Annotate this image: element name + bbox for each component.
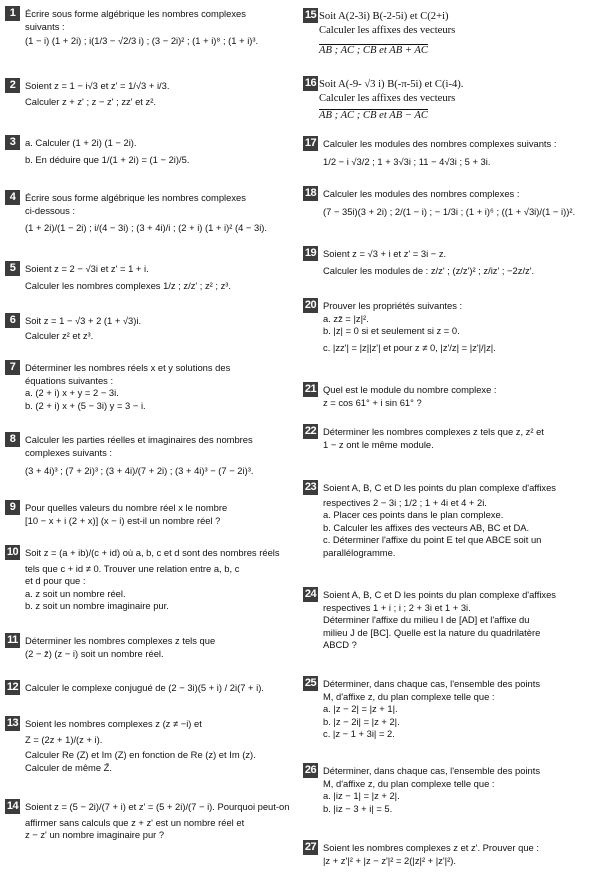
text-line: Calculer z + z' ; z − z' ; zz' et z². <box>25 95 156 107</box>
text-line: Pour quelles valeurs du nombre réel x le nombre <box>25 502 228 513</box>
exercise-number: 27 <box>304 841 317 853</box>
text-line: M, d'affixe z, du plan complexe telle que : <box>323 690 495 702</box>
text-line: c. |zz'| = |z||z'| et pour z ≠ 0, |z'/z| = |z'|/|z|. <box>323 341 496 353</box>
exercise-number: 16 <box>304 77 317 89</box>
text-line: milieu J de [BC]. Quelle est la nature du quadrilatère <box>323 626 541 638</box>
exercise-number: 15 <box>304 9 317 21</box>
text-line: b. |z| = 0 si et seulement si z = 0. <box>323 325 460 337</box>
exercise-number: 6 <box>5 313 20 328</box>
text-line: (2 − z̄) (z − i) soit un nombre réel. <box>25 647 164 659</box>
text-line: 1/2 − i √3/2 ; 1 + 3√3i ; 11 − 4√3i ; 5 + 3i. <box>323 155 491 167</box>
text-line: a. zz̄ = |z|². <box>323 312 369 324</box>
text-line: Prouver les propriétés suivantes : <box>323 300 463 311</box>
exercise-number: 17 <box>304 137 317 149</box>
text-line: Z = (2z + 1)/(z + i). <box>25 733 103 745</box>
text-line: a. (2 + i) x + y = 2 − 3i. <box>25 387 119 399</box>
exercise-number: 25 <box>304 677 317 689</box>
text-line: Déterminer les nombres réels x et y solutions des <box>25 362 231 373</box>
exercise-number: 21 <box>304 383 317 395</box>
text-line: Soient z = 1 − i√3 et z' = 1/√3 + i/3. <box>25 80 170 91</box>
text-line: [10 − x + i (2 + x)] (x − i) est-il un nombre réel ? <box>25 514 221 526</box>
text-line: c. |z − 1 + 3i| = 2. <box>323 728 395 740</box>
text-line: b. En déduire que 1/(1 + 2i) = (1 − 2i)/5. <box>25 153 190 165</box>
text-line: Calculer les parties réelles et imaginaires des nombres <box>25 434 253 445</box>
exercise-number: 26 <box>304 764 317 776</box>
exercise-number: 8 <box>5 432 20 447</box>
text-line: a. z soit un nombre réel. <box>25 587 126 599</box>
exercise-number: 18 <box>304 187 317 199</box>
exercise-number: 10 <box>6 546 19 558</box>
exercise-number: 9 <box>5 500 20 515</box>
text-line: (3 + 4i)³ ; (7 + 2i)³ ; (3 + 4i)/(7 + 2i) ; (3 + 4i)³ − (7 − 2i)³. <box>25 465 254 477</box>
text-line: Écrire sous forme algébrique les nombres complexes <box>25 192 246 203</box>
exercise-number: 13 <box>6 717 19 729</box>
text-line: Soient les nombres complexes z et z'. Prouver que : <box>323 842 539 853</box>
exercise-number: 20 <box>304 299 317 311</box>
text-line: Calculer les modules des nombres complexes : <box>323 188 520 199</box>
text-line: a. Calculer (1 + 2i) (1 − 2i). <box>25 137 137 148</box>
text-line: Déterminer l'affixe du milieu I de [AD] et l'affixe du <box>323 614 530 626</box>
text-line: b. |iz − 3 + i| = 5. <box>323 802 393 814</box>
text-line: Déterminer les nombres complexes z tels que z, z² et <box>323 426 544 437</box>
text-line: Déterminer les nombres complexes z tels que <box>25 635 216 646</box>
text-line: Calculer Re (Z) et Im (Z) en fonction de Re (z) et Im (z). <box>25 749 256 761</box>
text-line: Écrire sous forme algébrique les nombres complexes <box>25 8 246 19</box>
exercise-number: 19 <box>304 247 317 259</box>
text-line: c. Déterminer l'affixe du point E tel que ABCE soit un <box>323 534 542 546</box>
text-line: Déterminer, dans chaque cas, l'ensemble des points <box>323 678 541 689</box>
exercise-number: 22 <box>304 425 317 437</box>
text-line: Calculer les affixes des vecteurs <box>319 92 456 104</box>
exercise-number: 14 <box>6 800 19 812</box>
text-line: respectives 2 − 3i ; 1/2 ; 1 + 4i et 4 + 2i. <box>323 496 487 508</box>
text-line: Calculer de même Z̄. <box>25 761 113 773</box>
text-line: a. |iz − 1| = |z + 2|. <box>323 790 400 802</box>
text-line: Soit A(-9- √3 i) B(-π-5i) et C(i-4). <box>319 79 464 90</box>
text-line: 1 − z ont le même module. <box>323 438 434 450</box>
text-line: M, d'affixe z, du plan complexe telle que : <box>323 777 495 789</box>
exercise-number: 4 <box>5 190 20 205</box>
text-line: a. |z − 2| = |z + 1|. <box>323 703 398 715</box>
text-line: ci-dessous : <box>25 204 76 216</box>
text-line: Calculer z² et z³. <box>25 329 94 341</box>
text-line: Soient A, B, C et D les points du plan complexe d'affixes <box>323 482 556 493</box>
text-line: Quel est le module du nombre complexe : <box>323 384 497 395</box>
exercise-number: 24 <box>304 588 317 600</box>
text-line: Soit z = (a + ib)/(c + id) où a, b, c et d sont des nombres réels <box>25 547 280 558</box>
text-line: Soient z = 2 − √3i et z' = 1 + i. <box>25 263 149 274</box>
text-line: Calculer les modules de : z/z' ; (z/z')² ; z/iz' ; −2z/z'. <box>323 264 535 276</box>
exercise-number: 1 <box>5 6 20 21</box>
exercise-number: 11 <box>5 633 20 648</box>
text-line: Soit A(2-3i) B(-2-5i) et C(2+i) <box>319 11 449 22</box>
text-line: Soient les nombres complexes z (z ≠ −i) et <box>25 718 202 729</box>
text-line: équations suivantes : <box>25 374 114 386</box>
text-line: Calculer les affixes des vecteurs <box>319 24 456 36</box>
text-line: Déterminer, dans chaque cas, l'ensemble des points <box>323 765 541 776</box>
exercise-number: 7 <box>5 360 20 375</box>
text-line: AB ; AC ; CB et AB + AC <box>319 44 428 56</box>
text-line: b. z soit un nombre imaginaire pur. <box>25 600 169 612</box>
text-line: suivants : <box>25 20 65 32</box>
text-line: affirmer sans calculs que z + z' est un nombre réel et <box>25 816 245 828</box>
text-line: respectives 1 + i ; i ; 2 + 3i et 1 + 3i. <box>323 601 471 613</box>
exercise-number: 5 <box>5 261 20 276</box>
text-line: |z + z'|² + |z − z'|² = 2(|z|² + |z'|²). <box>323 854 456 866</box>
text-line: Calculer le complexe conjugué de (2 − 3i)(5 + i) / 2i(7 + i). <box>25 682 264 693</box>
text-line: et d pour que : <box>25 575 86 587</box>
text-line: complexes suivants : <box>25 446 113 458</box>
text-line: AB ; AC ; CB et AB − AC <box>319 109 428 121</box>
text-line: b. Calculer les affixes des vecteurs AB, BC et DA. <box>323 521 530 533</box>
text-line: tels que c + id ≠ 0. Trouver une relation entre a, b, c <box>25 562 240 574</box>
text-line: Soient A, B, C et D les points du plan complexe d'affixes <box>323 589 556 600</box>
exercise-number: 12 <box>6 681 19 693</box>
text-line: Soit z = 1 − √3 + 2 (1 + √3)i. <box>25 315 142 326</box>
text-line: z = cos 61° + i sin 61° ? <box>323 396 422 408</box>
exercise-number: 3 <box>5 135 20 150</box>
text-line: Soient z = (5 − 2i)/(7 + i) et z' = (5 + 2i)/(7 − i). Pourquoi peut-on <box>25 801 290 812</box>
text-line: (7 − 35i)(3 + 2i) ; 2/(1 − i) ; − 1/3i ; (1 + i)⁶ ; ((1 + √3i)/(1 − i))². <box>323 205 576 217</box>
text-line: a. Placer ces points dans le plan complexe. <box>323 509 504 521</box>
text-line: b. (2 + i) x + (5 − 3i) y = 3 − i. <box>25 399 146 411</box>
text-line: parallélogramme. <box>323 546 396 558</box>
text-line: (1 − i) (1 + 2i) ; i(1/3 − √2/3 i) ; (3 − 2i)² ; (1 + i)⁸ ; (1 + i)³. <box>25 35 259 47</box>
exercise-number: 2 <box>5 78 20 93</box>
text-line: (1 + 2i)/(1 − 2i) ; i/(4 − 3i) ; (3 + 4i)/i ; (2 + i) (1 + i)² (4 − 3i). <box>25 222 268 234</box>
text-line: Soient z = √3 + i et z' = 3i − z. <box>323 248 447 259</box>
exercise-number: 23 <box>304 481 317 493</box>
text-line: Calculer les nombres complexes 1/z ; z/z' ; z² ; z³. <box>25 279 232 291</box>
text-line: b. |z − 2i| = |z + 2|. <box>323 715 400 727</box>
text-line: ABCD ? <box>323 639 357 651</box>
text-line: Calculer les modules des nombres complexes suivants : <box>323 138 557 149</box>
text-line: z − z' un nombre imaginaire pur ? <box>25 829 165 841</box>
